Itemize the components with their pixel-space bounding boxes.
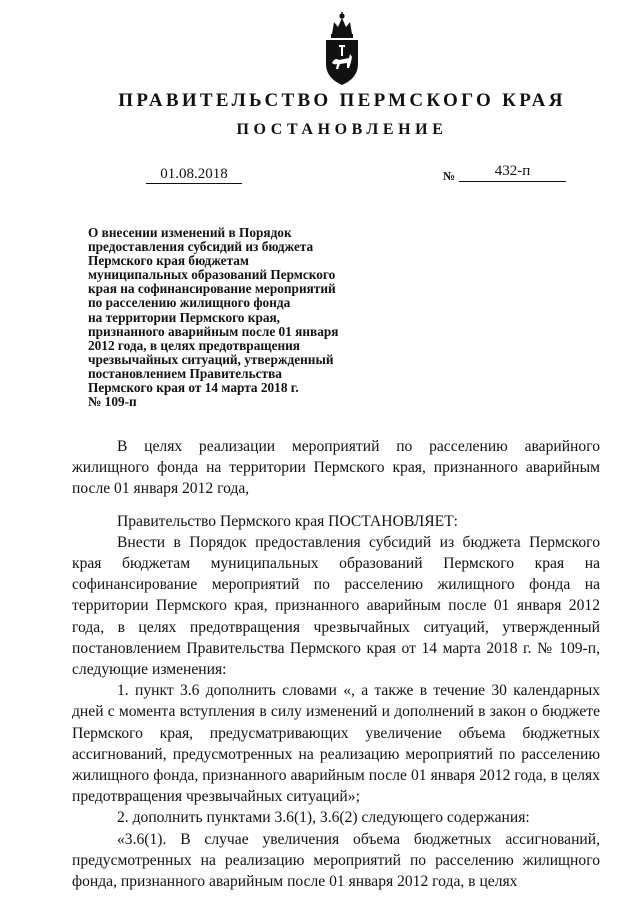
document-type: ПОСТАНОВЛЕНИЕ — [236, 121, 448, 138]
subject-line: О внесении изменений в Порядок — [88, 225, 292, 240]
resolves-paragraph: Правительство Пермского края ПОСТАНОВЛЯЕТ: — [117, 512, 458, 530]
subject-line: Пермского края от 14 марта 2018 г. — [88, 380, 299, 396]
subject-line: 2012 года, в целях предотвращения — [88, 337, 300, 353]
amendment-item-1: 1. пункт 3.6 дополнить словами «, а также в течение 30 календарных дней с момента вступления в силу изменений и дополнений в закон о бюджете Пермского края, предусматривающих увеличение объема бюджетных ассигнований, предусмотренных на реализацию мероприятий по расселению жилищного фонда, признанного аварийным после 01 января 2012 года, в целях предотвращения чрезвычайных ситуаций»; — [72, 682, 600, 806]
decree-subject — [88, 226, 388, 409]
perm-krai-coat-of-arms-icon — [322, 12, 362, 86]
subject-line: муниципальных образований Пермского — [88, 267, 336, 283]
amendment-item-2: 2. дополнить пунктами 3.6(1), 3.6(2) следующего содержания: — [117, 809, 530, 827]
subject-line: № 109-п — [88, 394, 137, 410]
amendment-item-3: «3.6(1). В случае увеличения объема бюджетных ассигнований, предусмотренных на реализацию мероприятий по расселению жилищного фонда, признанного аварийным после 01 января 2012 года, в целях — [72, 830, 600, 891]
subject-line: постановлением Правительства — [88, 365, 282, 381]
subject-line: на территории Пермского края, — [88, 309, 280, 325]
subject-line: признанного аварийным после 01 января — [88, 323, 339, 339]
government-title: ПРАВИТЕЛЬСТВО ПЕРМСКОГО КРАЯ — [118, 90, 566, 111]
decree-body — [72, 436, 600, 892]
subject-line: края на софинансирование мероприятий — [88, 281, 336, 297]
subject-line: по расселению жилищного фонда — [88, 295, 291, 311]
subject-line: чрезвычайных ситуаций, утвержденный — [88, 351, 334, 367]
subject-line: предоставления субсидий из бюджета — [88, 239, 314, 255]
decree-number: 432-п — [459, 161, 566, 182]
number-label: № — [443, 169, 456, 183]
decree-date: 01.08.2018 — [146, 165, 242, 184]
intro-paragraph: Внести в Порядок предоставления субсидий из бюджета Пермского края бюджетам муниципальных образований Пермского края на софинансирование мероприятий по расселению жилищного фонда на территории Пермского края, признанного аварийным после 01 января 2012 года, в целях предотвращения чрезвычайных ситуаций, утвержденный постановлением Правительства Пермского края от 14 марта 2018 г. № 109-п, следующие изменения: — [72, 533, 600, 679]
preamble-paragraph: В целях реализации мероприятий по расселению аварийного жилищного фонда на территории Пермского края, признанного аварийным после 01 января 2012 года, — [72, 438, 600, 498]
subject-line: Пермского края бюджетам — [88, 253, 249, 269]
